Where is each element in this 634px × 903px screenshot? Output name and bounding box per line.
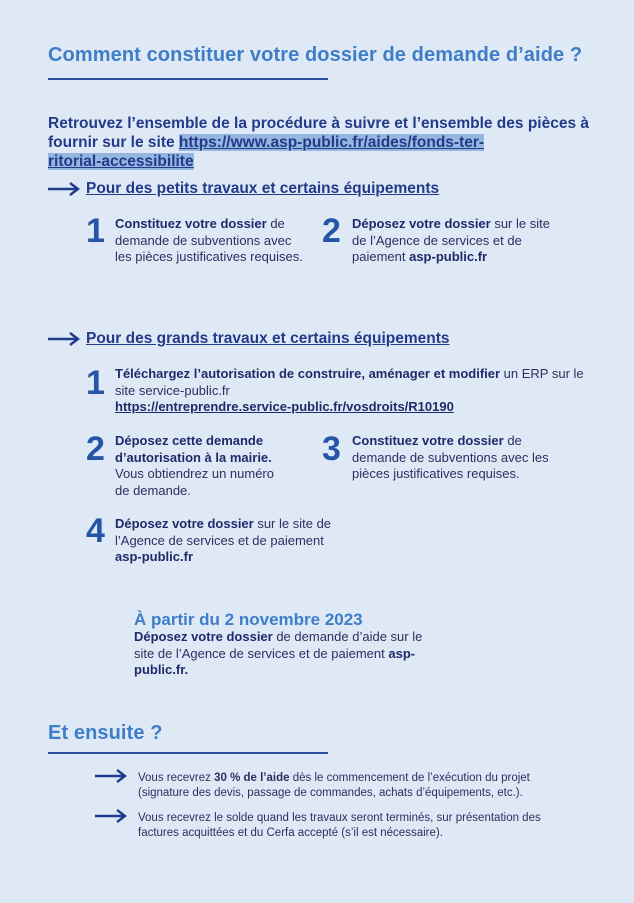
next-item-bold: 30 % de l’aide xyxy=(214,772,290,784)
next-item xyxy=(138,811,583,841)
section-big-title: Pour des grands travaux et certains équipements xyxy=(86,330,450,347)
step-bold: Constituez votre dossier xyxy=(115,216,267,231)
date-title: À partir du 2 novembre 2023 xyxy=(134,610,363,629)
date-bold-end: asp-public.fr. xyxy=(134,645,416,677)
step-body: Vous obtiendrez un numéro de demande. xyxy=(115,466,274,498)
step-number: 2 xyxy=(86,430,105,468)
title-underline xyxy=(48,78,328,80)
step-number: 4 xyxy=(86,512,105,550)
step-bold: Constituez votre dossier xyxy=(352,433,504,448)
next-title: Et ensuite ? xyxy=(48,722,163,744)
date-body: de demande d’aide sur le site de l’Agence de services et de paiement xyxy=(134,629,423,661)
next-item xyxy=(138,771,583,801)
step-bold-end: asp-public.fr xyxy=(409,249,488,264)
step-bold-end: asp-public.fr xyxy=(115,549,194,564)
step-body: sur le site de l’Agence de services et de paiement xyxy=(115,516,332,548)
step-text xyxy=(115,433,290,499)
service-public-link[interactable]: https://entreprendre.service-public.fr/vosdroits/R10190 xyxy=(115,399,454,414)
step-text xyxy=(115,366,595,416)
next-item-post: dès le commencement de l’exécution du projet (signature des devis, passage de commandes, achats d’équipements, etc.). xyxy=(138,772,530,799)
date-bold: Déposez votre dossier xyxy=(134,629,273,644)
step-number: 3 xyxy=(322,430,341,468)
step-text xyxy=(115,516,335,566)
arrow-right-icon xyxy=(48,182,80,196)
step-number: 2 xyxy=(322,212,341,250)
intro-paragraph xyxy=(48,114,598,171)
intro-link-part2[interactable]: ritorial-accessibilite xyxy=(48,153,194,170)
step-bold: Déposez cette demande d’autorisation à la mairie. xyxy=(115,433,272,465)
step-bold: Déposez votre dossier xyxy=(352,216,491,231)
step-body: de demande de subventions avec les pièces justificatives requises. xyxy=(352,433,549,481)
next-underline xyxy=(48,752,328,754)
step-text xyxy=(352,433,552,483)
step-bold: Déposez votre dossier xyxy=(115,516,254,531)
arrow-right-icon xyxy=(95,809,127,823)
page-title: Comment constituer votre dossier de demande d’aide ? xyxy=(48,44,583,66)
intro-text: Retrouvez l’ensemble de la procédure à suivre et l’ensemble des pièces à fournir sur le site xyxy=(48,115,590,151)
step-bold: Téléchargez l’autorisation de construire, aménager et modifier xyxy=(115,366,501,381)
step-body: sur le site de l’Agence de services et de paiement xyxy=(352,216,550,264)
date-text xyxy=(134,629,424,679)
step-number: 1 xyxy=(86,212,105,250)
step-body: de demande de subventions avec les pièces justificatives requises. xyxy=(115,216,303,264)
step-number: 1 xyxy=(86,364,105,402)
section-small-title: Pour des petits travaux et certains équipements xyxy=(86,180,440,197)
step-text xyxy=(352,216,557,266)
intro-link-part1[interactable]: https://www.asp-public.fr/aides/fonds-ter- xyxy=(178,134,485,151)
arrow-right-icon xyxy=(48,332,80,346)
arrow-right-icon xyxy=(95,769,127,783)
step-body: un ERP sur le site service-public.fr xyxy=(115,366,584,398)
next-item-pre: Vous recevrez le solde quand les travaux seront terminés, sur présentation des factures acquittées et du Cerfa accepté (s’il est nécessaire). xyxy=(138,812,541,839)
next-item-pre: Vous recevrez xyxy=(138,772,215,784)
step-text xyxy=(115,216,305,266)
